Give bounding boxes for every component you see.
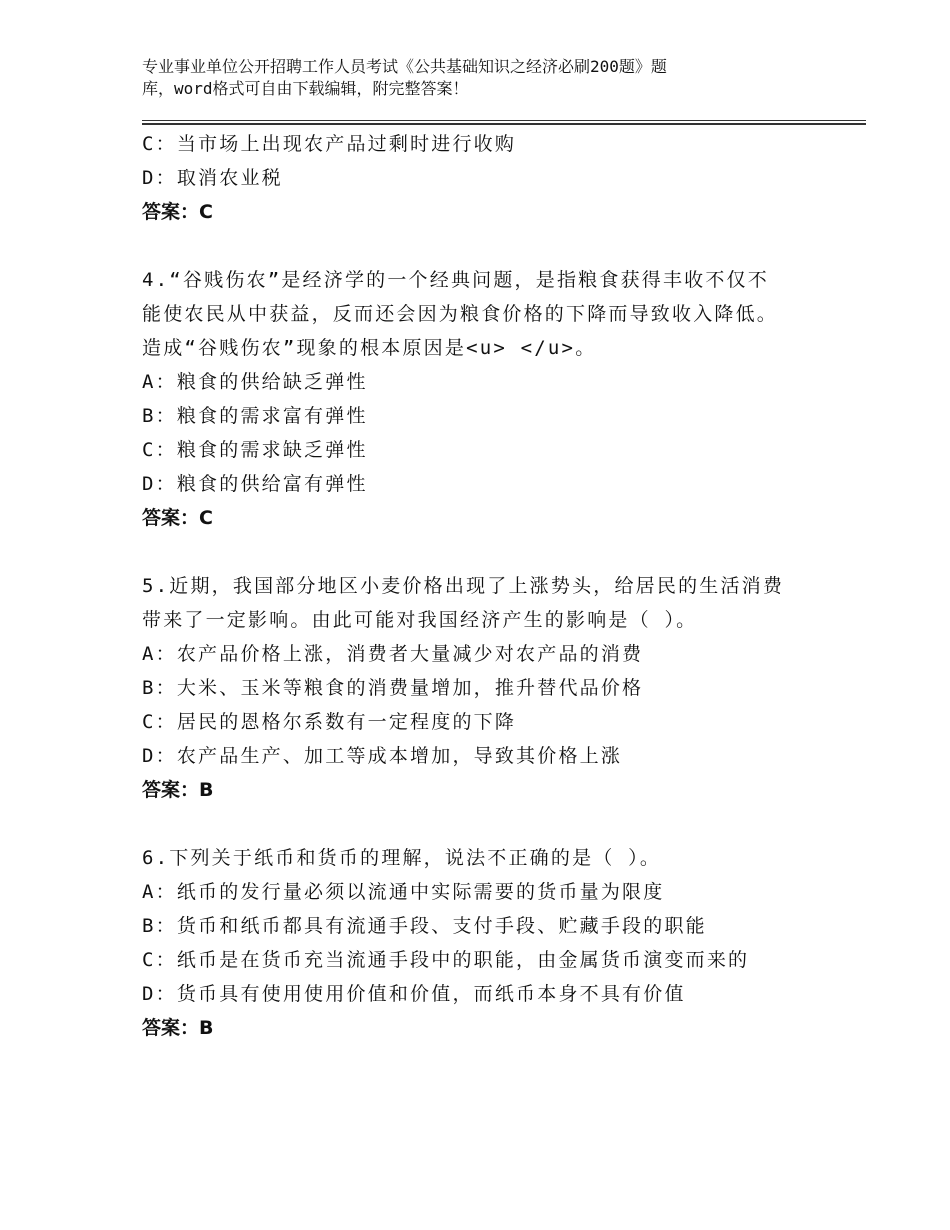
q3-option-c: C：当市场上出现农产品过剩时进行收购 bbox=[142, 133, 517, 155]
q5-option-a: A：农产品价格上涨，消费者大量减少对农产品的消费 bbox=[142, 643, 644, 665]
page-header bbox=[142, 56, 782, 100]
question-6 bbox=[142, 841, 822, 1045]
q3-option-d: D：取消农业税 bbox=[142, 167, 283, 189]
q6-option-d: D：货币具有使用使用价值和价值，而纸币本身不具有价值 bbox=[142, 983, 686, 1005]
header-divider-thin bbox=[142, 120, 866, 121]
q5-answer: 答案：B bbox=[142, 779, 214, 801]
q6-option-a: A：纸币的发行量必须以流通中实际需要的货币量为限度 bbox=[142, 881, 665, 903]
q5-stem-line-2: 带来了一定影响。由此可能对我国经济产生的影响是（ ）。 bbox=[142, 609, 698, 631]
q4-option-b: B：粮食的需求富有弹性 bbox=[142, 405, 368, 427]
q6-answer: 答案：B bbox=[142, 1017, 214, 1039]
q4-stem-line-1: 4.“谷贱伤农”是经济学的一个经典问题，是指粮食获得丰收不仅不 bbox=[142, 269, 769, 291]
header-title-line-2: 库，word格式可自由下载编辑，附完整答案！ bbox=[142, 79, 469, 98]
q4-answer: 答案：C bbox=[142, 507, 213, 529]
q6-stem-line-1: 6.下列关于纸币和货币的理解，说法不正确的是（ ）。 bbox=[142, 847, 662, 869]
spacer bbox=[142, 807, 822, 841]
q5-option-d: D：农产品生产、加工等成本增加，导致其价格上涨 bbox=[142, 745, 623, 767]
q4-stem-line-2: 能使农民从中获益，反而还会因为粮食价格的下降而导致收入降低。 bbox=[142, 303, 779, 325]
header-title-line-1: 专业事业单位公开招聘工作人员考试《公共基础知识之经济必刷200题》题 bbox=[142, 57, 667, 76]
document-body bbox=[142, 127, 822, 1045]
q4-option-a: A：粮食的供给缺乏弹性 bbox=[142, 371, 368, 393]
question-3-continued bbox=[142, 127, 822, 229]
header-divider-thick bbox=[142, 123, 866, 125]
q5-stem-line-1: 5.近期，我国部分地区小麦价格出现了上涨势头，给居民的生活消费 bbox=[142, 575, 785, 597]
q5-option-b: B：大米、玉米等粮食的消费量增加，推升替代品价格 bbox=[142, 677, 644, 699]
q3-answer: 答案：C bbox=[142, 201, 213, 223]
q4-option-c: C：粮食的需求缺乏弹性 bbox=[142, 439, 368, 461]
spacer bbox=[142, 229, 822, 263]
question-5 bbox=[142, 569, 822, 807]
spacer bbox=[142, 535, 822, 569]
q4-option-d: D：粮食的供给富有弹性 bbox=[142, 473, 368, 495]
q6-option-b: B：货币和纸币都具有流通手段、支付手段、贮藏手段的职能 bbox=[142, 915, 707, 937]
q4-stem-line-3: 造成“谷贱伤农”现象的根本原因是<u> </u>。 bbox=[142, 337, 597, 359]
question-4 bbox=[142, 263, 822, 535]
q5-option-c: C：居民的恩格尔系数有一定程度的下降 bbox=[142, 711, 517, 733]
q6-option-c: C：纸币是在货币充当流通手段中的职能，由金属货币演变而来的 bbox=[142, 949, 750, 971]
